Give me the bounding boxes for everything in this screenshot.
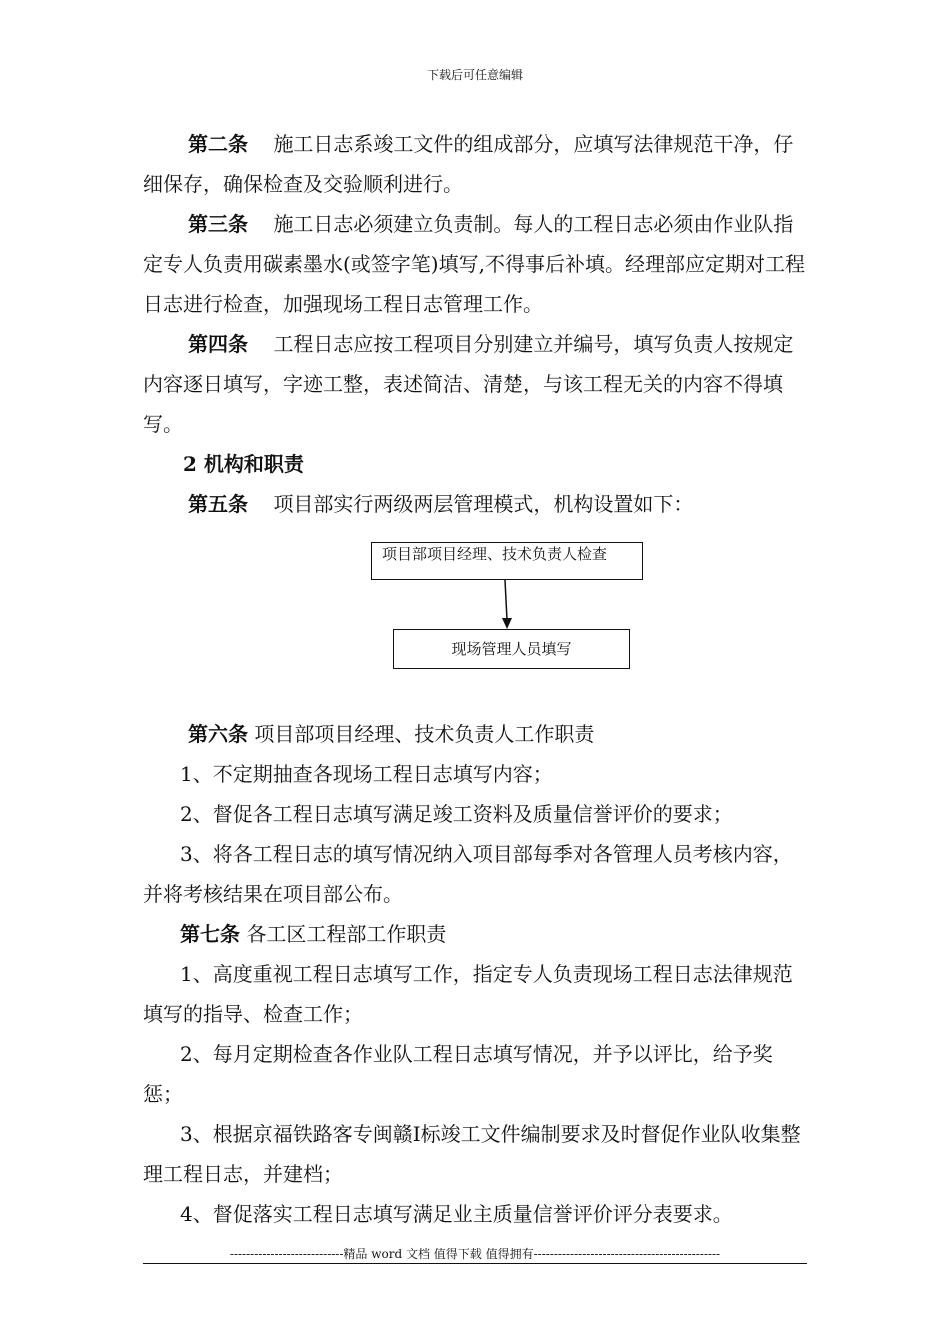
article-4-text: 工程日志应按工程项目分别建立并编号，填写负责人按规定内容逐日填写，字迹工整，表述简洁、清楚，与该工程无关的内容不得填写。 xyxy=(143,332,794,436)
flowchart-bottom-box: 现场管理人员填写 xyxy=(393,629,630,669)
page-footer: ----------------------------精品 word 文档 值得下载 值得拥有---------------------------------------------- xyxy=(229,1247,721,1261)
article-3-title: 第三条 xyxy=(188,212,248,236)
article-4 xyxy=(143,324,807,444)
page-header: 下载后可任意编辑 xyxy=(426,68,523,82)
footer-divider xyxy=(143,1263,807,1264)
org-flowchart xyxy=(143,524,807,714)
article-7 xyxy=(143,914,807,954)
flowchart-top-box: 项目部项目经理、技术负责人检查 xyxy=(371,542,643,580)
article-7-item: 4、督促落实工程日志填写满足业主质量信誉评价评分表要求。 xyxy=(180,1202,733,1226)
article-3 xyxy=(143,204,807,324)
article-5 xyxy=(143,484,807,524)
article-3-text: 施工日志必须建立负责制。每人的工程日志必须由作业队指定专人负责用碳素墨水(或签字笔)填写,不得事后补填。经理部应定期对工程日志进行检查，加强现场工程日志管理工作。 xyxy=(143,212,805,316)
article-7-item: 1、高度重视工程日志填写工作，指定专人负责现场工程日志法律规范填写的指导、检查工作； xyxy=(143,962,793,1026)
article-6-title: 第六条 xyxy=(188,722,248,746)
article-6 xyxy=(143,714,807,754)
document-body xyxy=(143,124,807,1234)
flowchart-arrow-icon xyxy=(493,580,523,630)
article-6-item: 2、督促各工程日志填写满足竣工资料及质量信誉评价的要求； xyxy=(180,802,733,826)
article-6-text: 项目部项目经理、技术负责人工作职责 xyxy=(254,722,595,746)
article-2 xyxy=(143,124,807,204)
article-5-title: 第五条 xyxy=(188,492,248,516)
article-2-title: 第二条 xyxy=(188,132,248,156)
article-6-item: 1、不定期抽查各现场工程日志填写内容； xyxy=(180,762,553,786)
section-2-heading: 2 机构和职责 xyxy=(183,452,304,476)
article-7-title: 第七条 xyxy=(180,922,240,946)
article-6-item: 3、将各工程日志的填写情况纳入项目部每季对各管理人员考核内容，并将考核结果在项目部公布。 xyxy=(143,842,793,906)
article-4-title: 第四条 xyxy=(188,332,248,356)
article-7-text: 各工区工程部工作职责 xyxy=(246,922,447,946)
article-5-text: 项目部实行两级两层管理模式，机构设置如下： xyxy=(273,492,694,516)
article-7-item: 3、根据京福铁路客专闽赣Ⅰ标竣工文件编制要求及时督促作业队收集整理工程日志，并建档； xyxy=(143,1122,801,1186)
article-7-item: 2、每月定期检查各作业队工程日志填写情况，并予以评比，给予奖惩； xyxy=(143,1042,773,1106)
article-2-text: 施工日志系竣工文件的组成部分，应填写法律规范干净，仔细保存，确保检查及交验顺利进行。 xyxy=(143,132,794,196)
